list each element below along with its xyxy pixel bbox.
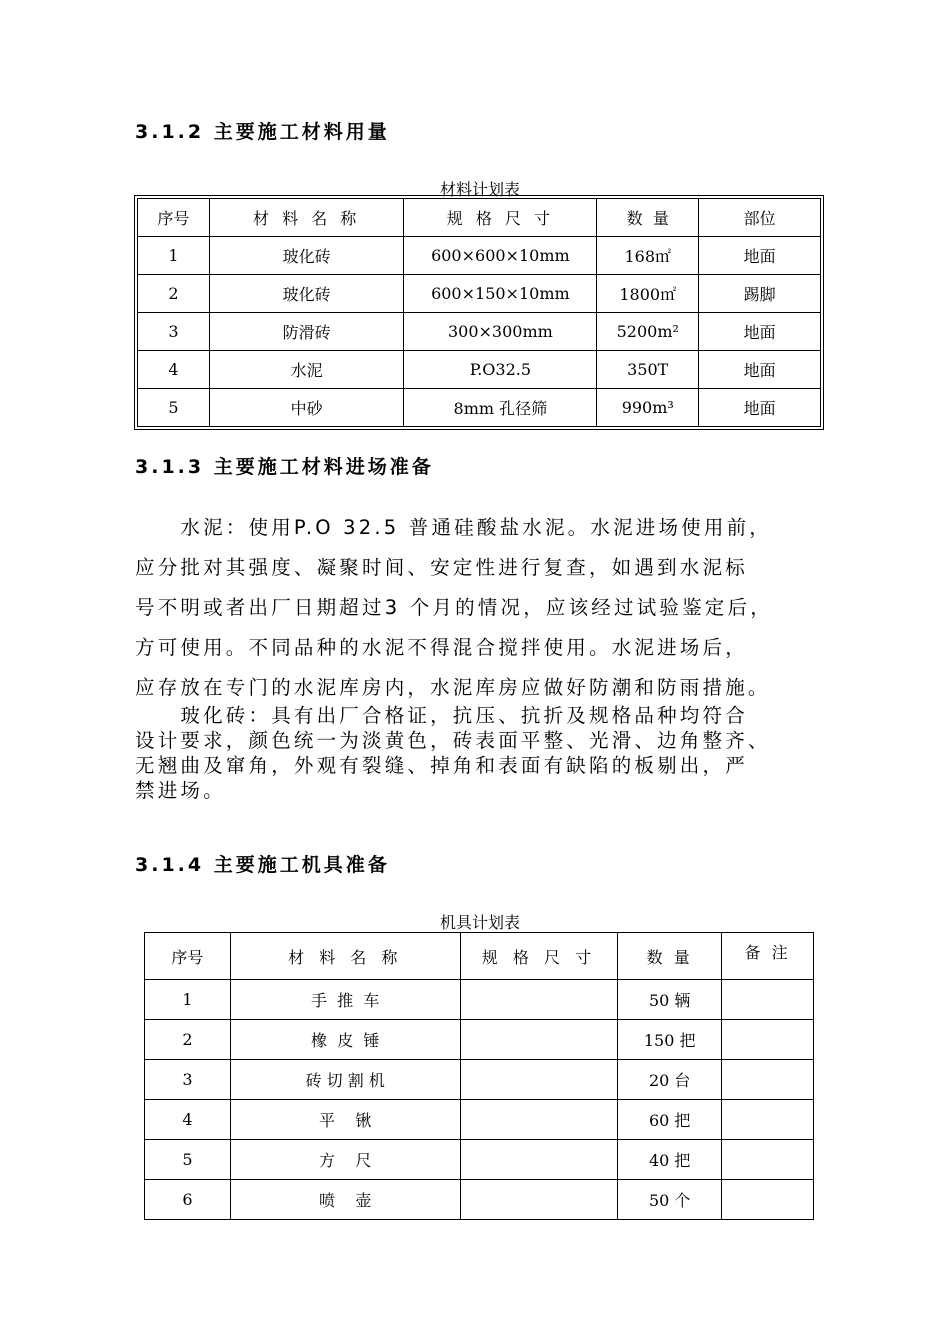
table-cell: 手 推 车 (230, 980, 460, 1020)
table-row (145, 1020, 814, 1060)
material-table (137, 198, 821, 427)
table-cell: 4 (138, 351, 210, 389)
table-row (138, 351, 821, 389)
paragraph-line: 号不明或者出厂日期超过3 个月的情况，应该经过试验鉴定后， (135, 596, 773, 619)
header-cell: 序号 (145, 933, 231, 980)
table-cell: 50 辆 (618, 980, 722, 1020)
table-row (138, 389, 821, 427)
table-cell: 砖 切 割 机 (230, 1060, 460, 1100)
table-cell: 168㎡ (597, 237, 699, 275)
table-row (145, 1060, 814, 1100)
table-cell: 地面 (699, 389, 821, 427)
table-cell (460, 980, 618, 1020)
paragraph-line: 禁进场。 (135, 779, 226, 802)
table-cell: 5 (138, 389, 210, 427)
table-cell: 平 锹 (230, 1100, 460, 1140)
table-row (138, 313, 821, 351)
table-cell (460, 1100, 618, 1140)
table-cell: 地面 (699, 237, 821, 275)
table-cell: 50 个 (618, 1180, 722, 1220)
table-row (145, 1140, 814, 1180)
table-cell (460, 1180, 618, 1220)
header-cell: 材 料 名 称 (209, 199, 404, 237)
table-cell: 300×300mm (404, 313, 597, 351)
table-cell: 水泥 (209, 351, 404, 389)
table-cell: 防滑砖 (209, 313, 404, 351)
table-row (145, 980, 814, 1020)
table-cell: P.O32.5 (404, 351, 597, 389)
table-cell: 4 (145, 1100, 231, 1140)
header-cell: 序号 (138, 199, 210, 237)
table-cell: 5 (145, 1140, 231, 1180)
cement-paragraph (135, 508, 840, 708)
table-cell (722, 1060, 814, 1100)
table-cell (722, 1100, 814, 1140)
table-cell: 玻化砖 (209, 237, 404, 275)
table-cell: 喷 壶 (230, 1180, 460, 1220)
table-cell: 中砂 (209, 389, 404, 427)
header-cell: 规 格 尺 寸 (460, 933, 618, 980)
table-cell: 地面 (699, 351, 821, 389)
table-cell: 600×600×10mm (404, 237, 597, 275)
table-cell: 8mm 孔径筛 (404, 389, 597, 427)
table-cell: 橡 皮 锤 (230, 1020, 460, 1060)
table-row (138, 237, 821, 275)
header-cell: 数 量 (618, 933, 722, 980)
table-cell: 1800㎡ (597, 275, 699, 313)
section-heading-3-1-2: 3.1.2 主要施工材料用量 (135, 121, 390, 143)
table-cell (460, 1140, 618, 1180)
table-cell: 150 把 (618, 1020, 722, 1060)
paragraph-line: 无翘曲及窜角，外观有裂缝、掉角和表面有缺陷的板剔出，严 (135, 754, 748, 777)
table-row (138, 275, 821, 313)
table-cell: 990m³ (597, 389, 699, 427)
section-heading-3-1-4: 3.1.4 主要施工机具准备 (135, 854, 390, 876)
table-cell: 1 (145, 980, 231, 1020)
table-cell: 2 (145, 1020, 231, 1060)
paragraph-line: 应分批对其强度、凝聚时间、安定性进行复查，如遇到水泥标 (135, 556, 748, 579)
table-cell: 踢脚 (699, 275, 821, 313)
table-row (145, 1180, 814, 1220)
header-cell: 数 量 (597, 199, 699, 237)
table-cell: 6 (145, 1180, 231, 1220)
paragraph-line: 水泥：使用P.O 32.5 普通硅酸盐水泥。水泥进场使用前， (135, 516, 772, 539)
table-cell: 600×150×10mm (404, 275, 597, 313)
table-cell: 60 把 (618, 1100, 722, 1140)
table-cell: 5200m² (597, 313, 699, 351)
tile-paragraph (135, 703, 840, 803)
table-cell (722, 980, 814, 1020)
table-cell (722, 1140, 814, 1180)
equipment-table (144, 932, 814, 1220)
table-cell: 20 台 (618, 1060, 722, 1100)
table-cell: 2 (138, 275, 210, 313)
table-row (145, 1100, 814, 1140)
header-cell: 备 注 (722, 933, 814, 980)
equipment-table-caption: 机具计划表 (439, 913, 520, 932)
table-cell (722, 1180, 814, 1220)
table-cell: 40 把 (618, 1140, 722, 1180)
table-cell: 地面 (699, 313, 821, 351)
table-cell (460, 1060, 618, 1100)
paragraph-line: 设计要求，颜色统一为淡黄色，砖表面平整、光滑、边角整齐、 (135, 729, 771, 752)
table-cell: 玻化砖 (209, 275, 404, 313)
table-header-row (145, 933, 814, 980)
paragraph-line: 玻化砖：具有出厂合格证，抗压、抗折及规格品种均符合 (135, 704, 748, 727)
paragraph-line: 应存放在专门的水泥库房内，水泥库房应做好防潮和防雨措施。 (135, 676, 771, 699)
table-cell: 方 尺 (230, 1140, 460, 1180)
table-cell: 3 (138, 313, 210, 351)
table-cell: 1 (138, 237, 210, 275)
table-cell: 350T (597, 351, 699, 389)
table-header-row (138, 199, 821, 237)
header-cell: 部位 (699, 199, 821, 237)
header-cell: 材 料 名 称 (230, 933, 460, 980)
paragraph-line: 方可使用。不同品种的水泥不得混合搅拌使用。水泥进场后， (135, 636, 748, 659)
header-cell: 规 格 尺 寸 (404, 199, 597, 237)
table-cell: 3 (145, 1060, 231, 1100)
table-cell (460, 1020, 618, 1060)
section-heading-3-1-3: 3.1.3 主要施工材料进场准备 (135, 456, 434, 478)
table-cell (722, 1020, 814, 1060)
material-table-caption: 材料计划表 (439, 180, 520, 199)
